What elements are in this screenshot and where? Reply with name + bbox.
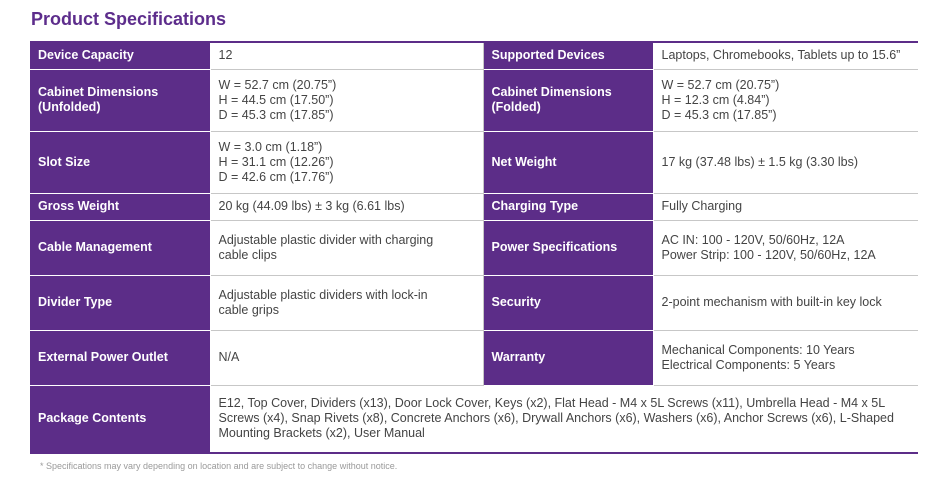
spec-label: Cabinet Dimensions (Folded) [483,69,653,131]
spec-label: Slot Size [30,131,210,193]
spec-label: Power Specifications [483,220,653,275]
spec-label: Charging Type [483,193,653,220]
footnote: * Specifications may vary depending on location and are subject to change without notice. [40,461,398,471]
table-row [30,220,918,275]
spec-label: Net Weight [483,131,653,193]
spec-value: Mechanical Components: 10 Years Electrical Components: 5 Years [653,330,918,385]
spec-label: Device Capacity [30,42,210,69]
spec-value: AC IN: 100 - 120V, 50/60Hz, 12A Power Strip: 100 - 120V, 50/60Hz, 12A [653,220,918,275]
table-row [30,42,918,69]
spec-value: Laptops, Chromebooks, Tablets up to 15.6” [653,42,918,69]
package-contents-value: E12, Top Cover, Dividers (x13), Door Lock Cover, Keys (x2), Flat Head - M4 x 5L Screws (x11), Umbrella Head - M4 x 5L Screws (x4), Snap Rivets (x8), Concrete Anchors (x6), Drywall Anchors (x6), Washers (x6), Anchor Screws (x6), L-Shaped Mounting Brackets (x2), User Manual [210,385,918,453]
spec-label: Supported Devices [483,42,653,69]
spec-label: Gross Weight [30,193,210,220]
table-row [30,69,918,131]
spec-value: 12 [210,42,483,69]
spec-label: Warranty [483,330,653,385]
table-row [30,275,918,330]
table-row [30,131,918,193]
spec-value: 2-point mechanism with built-in key lock [653,275,918,330]
spec-value: Adjustable plastic divider with charging cable clips [210,220,483,275]
spec-label: Cable Management [30,220,210,275]
spec-value: 20 kg (44.09 lbs) ± 3 kg (6.61 lbs) [210,193,483,220]
spec-value: N/A [210,330,483,385]
spec-value: W = 52.7 cm (20.75”) H = 12.3 cm (4.84”) D = 45.3 cm (17.85”) [653,69,918,131]
spec-label: External Power Outlet [30,330,210,385]
spec-value: Adjustable plastic dividers with lock-in cable grips [210,275,483,330]
table-row [30,385,918,453]
table-row [30,330,918,385]
spec-label: Divider Type [30,275,210,330]
spec-value: W = 3.0 cm (1.18”) H = 31.1 cm (12.26”) D = 42.6 cm (17.76”) [210,131,483,193]
table-row [30,193,918,220]
spec-table [30,41,918,454]
package-contents-label: Package Contents [30,385,210,453]
spec-label: Cabinet Dimensions (Unfolded) [30,69,210,131]
spec-value: W = 52.7 cm (20.75”) H = 44.5 cm (17.50”) D = 45.3 cm (17.85”) [210,69,483,131]
spec-label: Security [483,275,653,330]
spec-value: 17 kg (37.48 lbs) ± 1.5 kg (3.30 lbs) [653,131,918,193]
spec-value: Fully Charging [653,193,918,220]
page-title: Product Specifications [31,9,227,29]
